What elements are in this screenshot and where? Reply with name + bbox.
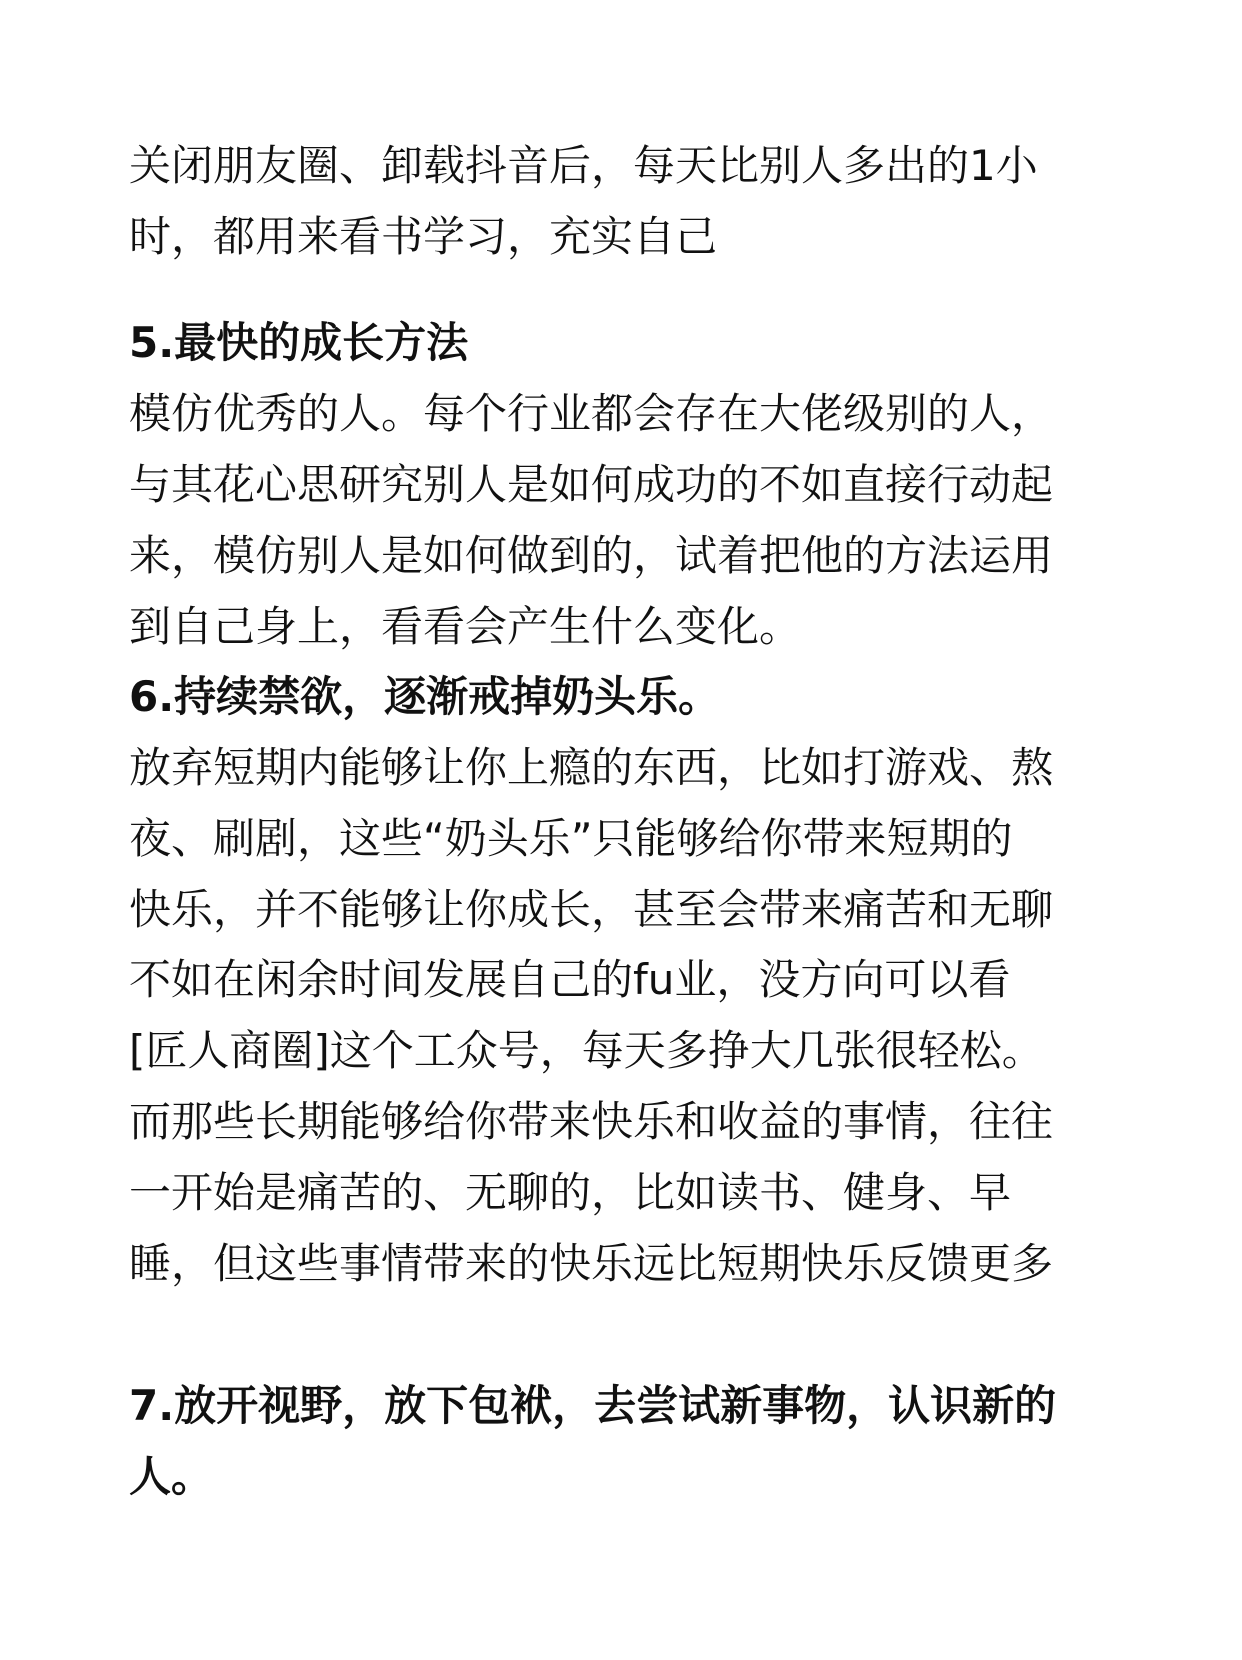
text-line: 时，都用来看书学习，充实自己: [129, 212, 718, 261]
heading-line: 人。: [129, 1452, 214, 1501]
text-line: 模仿优秀的人。每个行业都会存在大佬级别的人，: [129, 389, 1054, 438]
text-line: 与其花心思研究别人是如何成功的不如直接行动起: [129, 460, 1054, 509]
text-line: 放弃短期内能够让你上瘾的东西，比如打游戏、熬: [129, 743, 1054, 792]
intro-paragraph: [129, 130, 1129, 272]
text-line: 到自己身上，看看会产生什么变化。: [129, 602, 802, 651]
text-line: 而那些长期能够给你带来快乐和收益的事情，往往: [129, 1097, 1054, 1146]
text-line: 睡，但这些事情带来的快乐远比短期快乐反馈更多: [129, 1239, 1054, 1288]
text-line: 不如在闲余时间发展自己的fu业，没方向可以看: [129, 955, 1011, 1004]
section-6-continued: [129, 944, 1129, 1299]
text-line: 快乐，并不能够让你成长，甚至会带来痛苦和无聊: [129, 885, 1054, 934]
text-line: [匠人商圈]这个工众号，每天多挣大几张很轻松。: [129, 1026, 1044, 1075]
section-5: [129, 307, 1129, 662]
text-line: 来，模仿别人是如何做到的，试着把他的方法运用: [129, 531, 1054, 580]
heading-line: 7.放开视野，放下包袱，去尝试新事物，认识新的: [129, 1381, 1057, 1430]
section-6-heading: 6.持续禁欲，逐渐戒掉奶头乐。: [129, 672, 721, 721]
section-7-heading: [129, 1370, 1129, 1512]
section-6: [129, 661, 1129, 945]
section-5-heading: 5.最快的成长方法: [129, 318, 469, 367]
text-line: 一开始是痛苦的、无聊的，比如读书、健身、早: [129, 1168, 1012, 1217]
text-line: 关闭朋友圈、卸载抖音后，每天比别人多出的1小: [129, 141, 1038, 190]
text-line: 夜、刷剧，这些“奶头乐”只能够给你带来短期的: [129, 814, 1013, 863]
